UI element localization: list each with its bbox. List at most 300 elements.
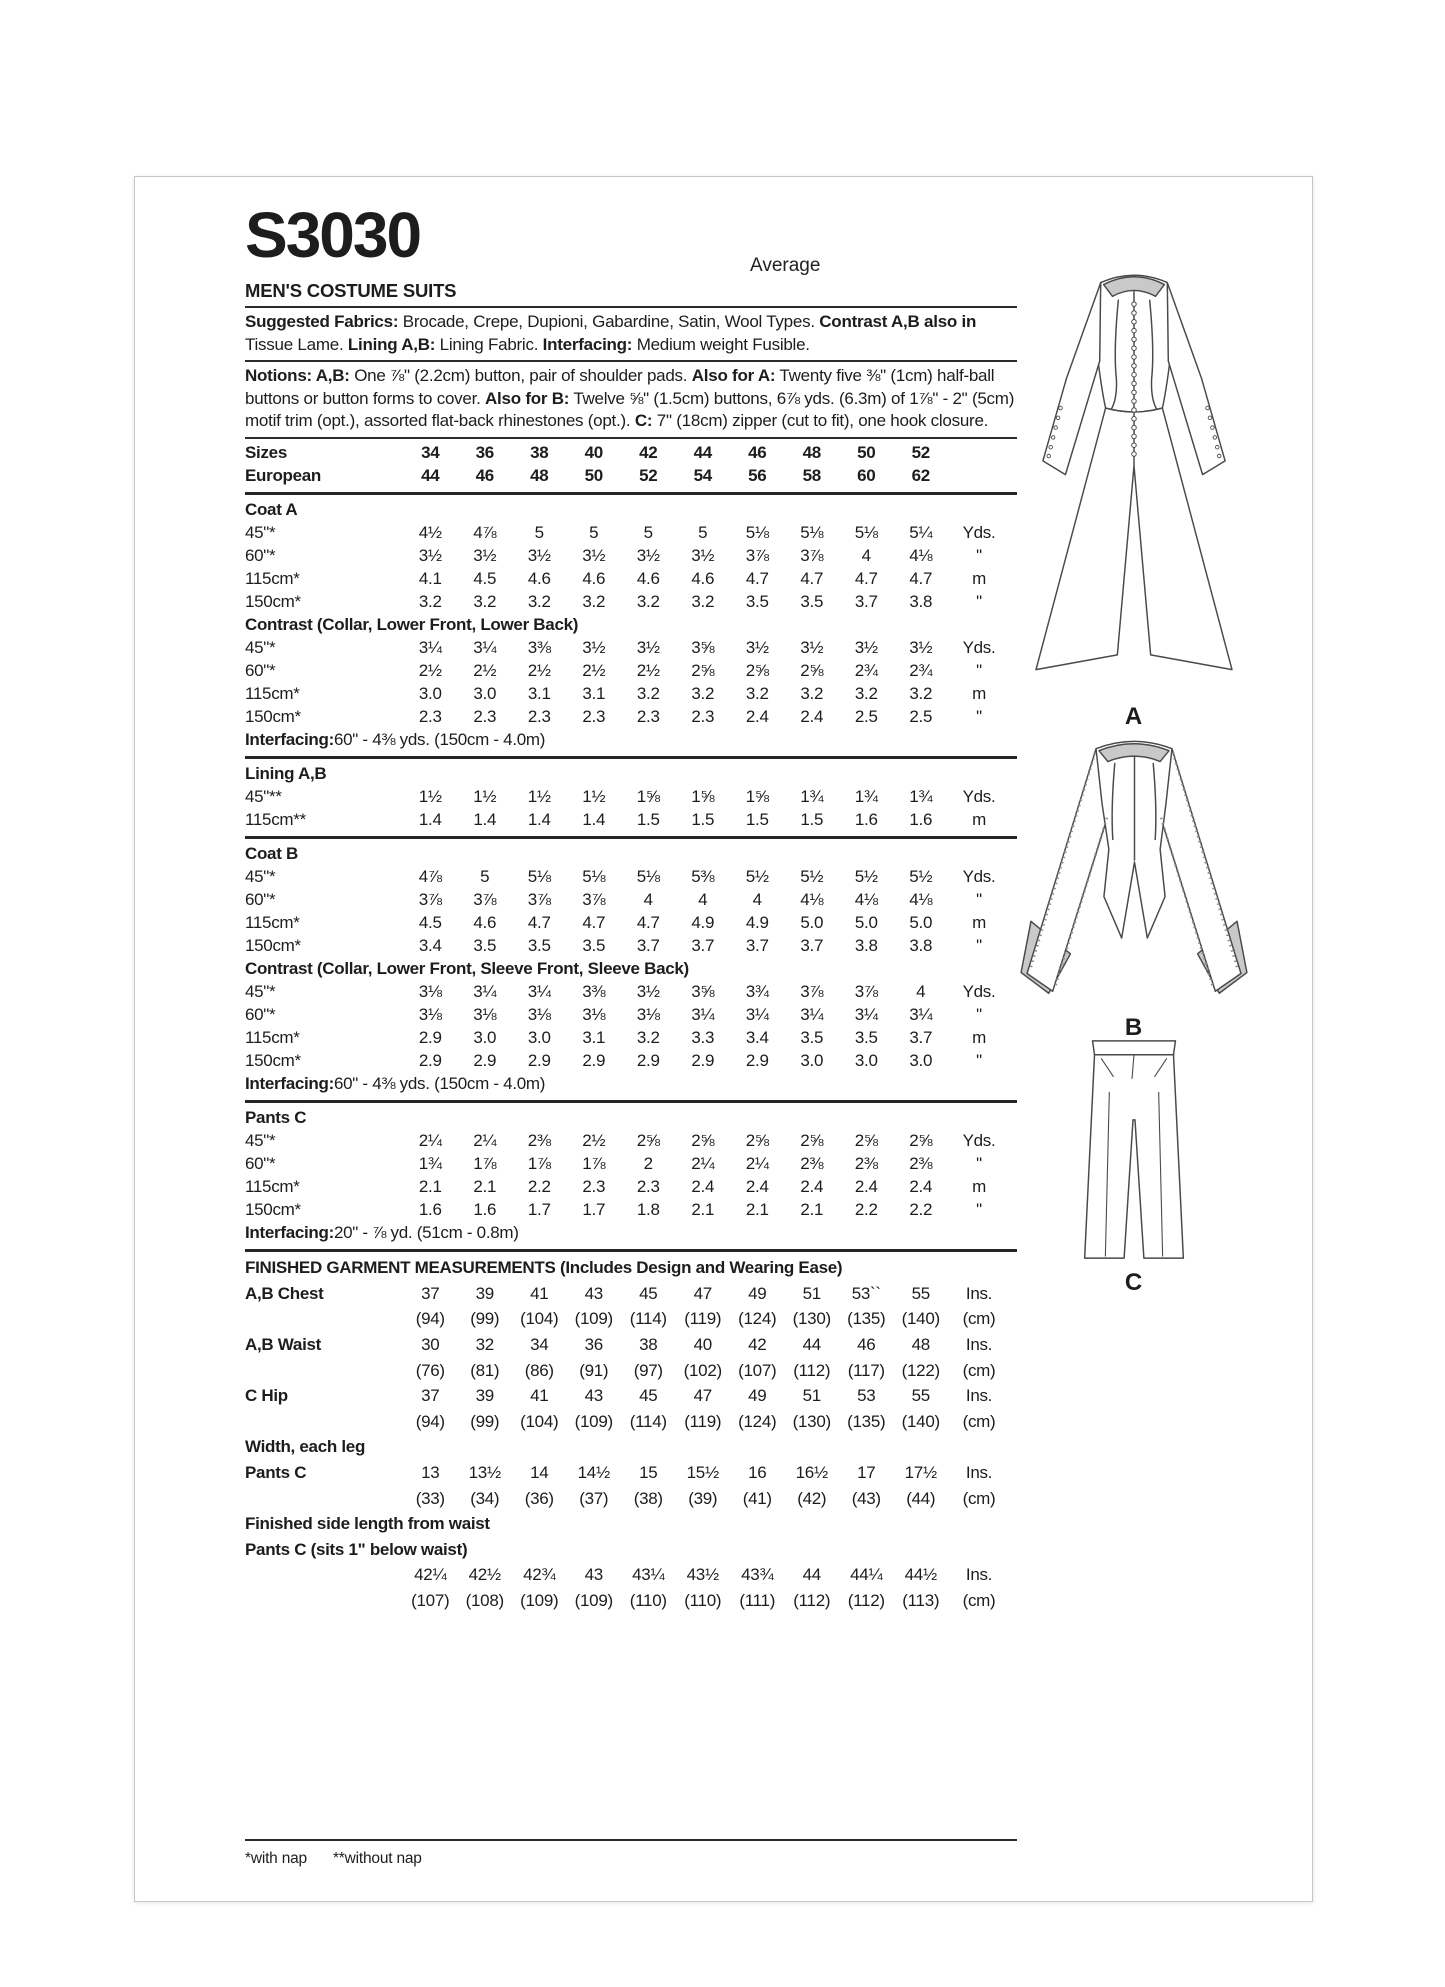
- unit-label: (cm): [962, 1411, 996, 1431]
- cell-value: 4⅞: [473, 523, 497, 542]
- cell-value: (99): [470, 1309, 500, 1329]
- cell-value: 51: [802, 1386, 821, 1406]
- cell-value: 3⅝: [691, 638, 715, 657]
- cell-value: 36: [584, 1335, 603, 1355]
- table-row: [245, 1281, 1017, 1307]
- cell-value: (33): [415, 1488, 445, 1508]
- divider-under-fabrics: [245, 360, 1017, 362]
- cell-value: 3⅞: [854, 982, 878, 1001]
- text-run: Suggested Fabrics:: [245, 312, 399, 331]
- cell-value: 43: [584, 1565, 603, 1585]
- cell-value: 14½: [577, 1463, 610, 1483]
- table-note-label: Interfacing:: [245, 730, 334, 749]
- unit-label: Yds.: [962, 867, 996, 886]
- cell-value: (117): [847, 1360, 885, 1380]
- cell-value: (113): [902, 1591, 940, 1611]
- table-row: [245, 786, 1017, 809]
- table-subheading: Finished side length from waist: [245, 1514, 490, 1534]
- cell-value: 2.9: [691, 1051, 715, 1070]
- cell-value: 3½: [636, 546, 660, 565]
- cell-value: 3.8: [909, 592, 933, 611]
- cell-value: 42½: [468, 1565, 501, 1585]
- cell-value: 3⅞: [582, 890, 606, 909]
- text-run: Also for A:: [691, 366, 776, 385]
- cell-value: (44): [906, 1488, 936, 1508]
- cell-value: (119): [684, 1411, 722, 1431]
- cell-value: 60: [857, 466, 876, 485]
- table-subheading: Pants C (sits 1" below waist): [245, 1539, 468, 1559]
- cell-value: 1¾: [800, 787, 824, 806]
- cell-value: 3⅛: [636, 1005, 660, 1024]
- table-row: [245, 1563, 1017, 1589]
- unit-label: ": [976, 1005, 982, 1024]
- table-note-label: Interfacing:: [245, 1223, 334, 1242]
- cell-value: 49: [748, 1386, 767, 1406]
- cell-value: (119): [684, 1309, 722, 1329]
- unit-label: ": [976, 1154, 982, 1173]
- cell-value: 55: [911, 1283, 930, 1303]
- cell-value: 1⅞: [527, 1154, 551, 1173]
- row-label: 150cm*: [245, 707, 301, 726]
- cell-value: 5½: [909, 867, 933, 886]
- cell-value: 3⅞: [473, 890, 497, 909]
- cell-value: 1⅝: [745, 787, 769, 806]
- cell-value: 3⅞: [527, 890, 551, 909]
- table-row: [245, 809, 1017, 832]
- cell-value: 53: [857, 1386, 876, 1406]
- cell-value: 45: [639, 1386, 658, 1406]
- cell-value: 4.9: [691, 913, 715, 932]
- unit-label: m: [972, 1028, 986, 1047]
- cell-value: 3.0: [909, 1051, 933, 1070]
- cell-value: 41: [530, 1386, 549, 1406]
- cell-value: 3.7: [800, 936, 824, 955]
- cell-value: 14: [530, 1463, 549, 1483]
- cell-value: 32: [475, 1335, 494, 1355]
- cell-value: 3.0: [473, 1028, 497, 1047]
- cell-value: 3.1: [582, 684, 606, 703]
- row-label: 45"*: [245, 867, 276, 886]
- cell-value: 5¼: [909, 523, 933, 542]
- table-row: [245, 935, 1017, 958]
- table-row: [245, 545, 1017, 568]
- cell-value: 54: [693, 466, 712, 485]
- cell-value: 3.5: [473, 936, 497, 955]
- row-label: 150cm*: [245, 1200, 301, 1219]
- cell-value: 52: [639, 466, 658, 485]
- table-row: [245, 981, 1017, 1004]
- cell-value: 47: [693, 1283, 712, 1303]
- view-b-figure: [1013, 729, 1255, 1042]
- cell-value: 4½: [418, 523, 442, 542]
- cell-value: 4⅞: [418, 867, 442, 886]
- cell-value: 5½: [854, 867, 878, 886]
- cell-value: 3.7: [745, 936, 769, 955]
- unit-label: ": [976, 936, 982, 955]
- table-note: [245, 729, 1017, 752]
- cell-value: 3¼: [527, 982, 551, 1001]
- cell-value: (111): [739, 1591, 776, 1611]
- cell-value: 13: [421, 1463, 440, 1483]
- coat-a-illustration: [1019, 263, 1249, 699]
- cell-value: 48: [530, 466, 549, 485]
- table-row: [245, 1358, 1017, 1384]
- cell-value: (34): [470, 1488, 500, 1508]
- cell-value: 43: [584, 1283, 603, 1303]
- coat-b-illustration: [1013, 729, 1255, 1010]
- cell-value: 3⅛: [418, 982, 442, 1001]
- cell-value: 4.7: [636, 913, 660, 932]
- text-run: Tissue Lame.: [245, 334, 348, 354]
- cell-value: 1.6: [909, 810, 933, 829]
- cell-value: 3.5: [854, 1028, 878, 1047]
- cell-value: 1.5: [800, 810, 824, 829]
- cell-value: 3.5: [800, 592, 824, 611]
- cell-value: 3.2: [691, 592, 715, 611]
- cell-value: 3.2: [527, 592, 551, 611]
- cell-value: 2⅜: [800, 1154, 824, 1173]
- cell-value: 2.2: [854, 1200, 878, 1219]
- cell-value: 3.1: [582, 1028, 606, 1047]
- view-c-figure: [1025, 1033, 1243, 1297]
- cell-value: 1½: [418, 787, 442, 806]
- table-note-text: 60" - 4⅜ yds. (150cm - 4.0m): [333, 730, 546, 749]
- cell-value: 1.6: [418, 1200, 442, 1219]
- cell-value: 2¾: [909, 661, 933, 680]
- cell-value: 3½: [909, 638, 933, 657]
- cell-value: 4⅛: [909, 546, 933, 565]
- cell-value: 3.3: [691, 1028, 715, 1047]
- table-row: [245, 889, 1017, 912]
- cell-value: 42: [748, 1335, 767, 1355]
- unit-label: Ins.: [965, 1463, 993, 1483]
- cell-value: 2¼: [745, 1154, 769, 1173]
- cell-value: (107): [738, 1360, 777, 1380]
- cell-value: 34: [421, 443, 440, 462]
- cell-value: 40: [693, 1335, 712, 1355]
- cell-value: (109): [574, 1309, 613, 1329]
- view-a-figure: [1013, 263, 1255, 731]
- cell-value: 51: [802, 1283, 821, 1303]
- cell-value: 3.2: [636, 592, 660, 611]
- cell-value: 5: [534, 523, 544, 542]
- cell-value: 43¼: [632, 1565, 665, 1585]
- table-row: [245, 637, 1017, 660]
- cell-value: 2½: [418, 661, 442, 680]
- cell-value: 3½: [582, 638, 606, 657]
- cell-value: 1½: [582, 787, 606, 806]
- cell-value: 3¼: [418, 638, 442, 657]
- row-label: 150cm*: [245, 1051, 301, 1070]
- unit-label: m: [972, 684, 986, 703]
- cell-value: 3.2: [582, 592, 606, 611]
- cell-value: 52: [911, 443, 930, 462]
- cell-value: 3⅞: [800, 546, 824, 565]
- cell-value: 5⅛: [527, 867, 551, 886]
- cell-value: (99): [470, 1411, 500, 1431]
- cell-value: 3⅜: [582, 982, 606, 1001]
- table-note-text: 20" - ⅞ yd. (51cm - 0.8m): [333, 1223, 519, 1242]
- cell-value: 3.5: [800, 1028, 824, 1047]
- row-label: 45"*: [245, 982, 276, 1001]
- text-run: Twelve ⅝" (1.5cm) buttons, 6⅞ yds. (6.3m) of 1⅞" - 2" (5cm) motif trim (opt.), assorted flat-back rhinestones (opt.).: [245, 388, 1015, 430]
- cell-value: 13½: [468, 1463, 501, 1483]
- cell-value: 3.8: [909, 936, 933, 955]
- unit-label: (cm): [962, 1309, 996, 1329]
- cell-value: 4: [698, 890, 708, 909]
- unit-label: m: [972, 810, 986, 829]
- cell-value: (94): [415, 1411, 445, 1431]
- unit-label: ": [976, 592, 982, 611]
- text-run: Also for B:: [485, 388, 570, 408]
- cell-value: 4.7: [582, 913, 606, 932]
- unit-label: ": [976, 1200, 982, 1219]
- view-b-label: B: [1124, 1014, 1144, 1041]
- table-section-heading: Coat A: [245, 500, 298, 519]
- cell-value: 44½: [904, 1565, 937, 1585]
- cell-value: 42: [639, 443, 658, 462]
- cell-value: 4.7: [854, 569, 878, 588]
- view-a-label: A: [1124, 703, 1144, 730]
- cell-value: (122): [901, 1360, 940, 1380]
- divider-under-title: [245, 306, 1017, 308]
- row-label: 60"*: [245, 890, 276, 909]
- cell-value: (81): [470, 1360, 500, 1380]
- cell-value: (104): [520, 1309, 559, 1329]
- cell-value: 5⅛: [854, 523, 878, 542]
- cell-value: 1⅞: [582, 1154, 606, 1173]
- cell-value: 3.2: [636, 1028, 660, 1047]
- cell-value: 5.0: [800, 913, 824, 932]
- table-section-heading: Contrast (Collar, Lower Front, Sleeve Front, Sleeve Back): [245, 959, 689, 978]
- cell-value: 2½: [582, 1131, 606, 1150]
- cell-value: 2⅝: [800, 1131, 824, 1150]
- cell-value: 3.0: [473, 684, 497, 703]
- cell-value: (109): [520, 1591, 559, 1611]
- cell-value: 1¾: [909, 787, 933, 806]
- table-row: [245, 1199, 1017, 1222]
- cell-value: 2⅜: [854, 1154, 878, 1173]
- cell-value: 17: [857, 1463, 876, 1483]
- cell-value: 2: [643, 1154, 653, 1173]
- cell-value: 2.4: [800, 707, 824, 726]
- cell-value: 4: [643, 890, 653, 909]
- cell-value: 3¼: [800, 1005, 824, 1024]
- cell-value: (39): [688, 1488, 718, 1508]
- cell-value: (112): [793, 1591, 831, 1611]
- text-run: 7" (18cm) zipper (cut to fit), one hook closure.: [652, 411, 989, 430]
- table-section-heading: FINISHED GARMENT MEASUREMENTS (Includes Design and Wearing Ease): [245, 1258, 843, 1278]
- unit-label: m: [972, 569, 986, 588]
- unit-label: Yds.: [962, 523, 996, 542]
- cell-value: (36): [524, 1488, 554, 1508]
- page-title: MEN'S COSTUME SUITS: [245, 280, 457, 301]
- section-divider: [245, 492, 1017, 495]
- table-section-heading: Lining A,B: [245, 764, 327, 783]
- cell-value: 2.4: [745, 1177, 769, 1196]
- text-run: Lining A,B:: [347, 334, 436, 354]
- cell-value: 17½: [904, 1463, 937, 1483]
- unit-label: (cm): [962, 1591, 996, 1611]
- cell-value: 44: [802, 1565, 821, 1585]
- table-note-text: 60" - 4⅜ yds. (150cm - 4.0m): [333, 1074, 546, 1093]
- cell-value: 15½: [686, 1463, 719, 1483]
- cell-value: 3.2: [473, 592, 497, 611]
- cell-value: (37): [579, 1488, 609, 1508]
- cell-value: 2.4: [745, 707, 769, 726]
- unit-label: ": [976, 707, 982, 726]
- cell-value: 2.3: [527, 707, 551, 726]
- cell-value: 3.1: [527, 684, 551, 703]
- cell-value: 3.2: [909, 684, 933, 703]
- row-label: 45"*: [245, 638, 276, 657]
- unit-label: (cm): [962, 1360, 996, 1380]
- cell-value: 37: [421, 1386, 440, 1406]
- cell-value: 41: [530, 1283, 549, 1303]
- cell-value: 3.8: [854, 936, 878, 955]
- difficulty-rating: Average: [750, 255, 821, 276]
- cell-value: 3.2: [800, 684, 824, 703]
- notions-text: [245, 365, 1025, 433]
- text-run: Lining Fabric.: [435, 334, 543, 354]
- cell-value: 2⅝: [854, 1131, 878, 1150]
- cell-value: 38: [530, 443, 549, 462]
- cell-value: 1.4: [527, 810, 551, 829]
- footnote-without-nap: **without nap: [332, 1850, 422, 1867]
- table-row: [245, 706, 1017, 729]
- cell-value: 1⅝: [691, 787, 715, 806]
- table-row: [245, 660, 1017, 683]
- cell-value: 15: [639, 1463, 658, 1483]
- cell-value: 5: [589, 523, 599, 542]
- cell-value: 3¼: [854, 1005, 878, 1024]
- cell-value: 38: [639, 1335, 658, 1355]
- cell-value: 56: [748, 466, 767, 485]
- table-note: [245, 1073, 1017, 1096]
- cell-value: 5⅛: [745, 523, 769, 542]
- cell-value: (107): [411, 1591, 450, 1611]
- cell-value: (124): [738, 1309, 777, 1329]
- unit-label: m: [972, 913, 986, 932]
- cell-value: 2.1: [418, 1177, 442, 1196]
- cell-value: 2¾: [854, 661, 878, 680]
- cell-value: 50: [584, 466, 603, 485]
- cell-value: 2.3: [582, 1177, 606, 1196]
- row-label: 45"**: [245, 787, 282, 806]
- table-row: [245, 912, 1017, 935]
- row-label: A,B Chest: [245, 1283, 324, 1303]
- cell-value: 39: [475, 1386, 494, 1406]
- cell-value: 50: [857, 443, 876, 462]
- cell-value: 3.7: [854, 592, 878, 611]
- cell-value: 40: [584, 443, 603, 462]
- table-row: [245, 465, 1017, 488]
- cell-value: 3½: [527, 546, 551, 565]
- cell-value: (110): [684, 1591, 722, 1611]
- cell-value: 3.0: [854, 1051, 878, 1070]
- cell-value: 4.1: [418, 569, 442, 588]
- cell-value: 2⅝: [691, 661, 715, 680]
- text-run: Contrast A,B also in: [819, 312, 977, 331]
- table-row: [245, 1176, 1017, 1199]
- cell-value: (135): [847, 1309, 886, 1329]
- unit-label: Ins.: [965, 1386, 993, 1406]
- cell-value: 3⅛: [418, 1005, 442, 1024]
- table-row: [245, 1050, 1017, 1073]
- cell-value: 3.5: [527, 936, 551, 955]
- cell-value: 1½: [527, 787, 551, 806]
- cell-value: (41): [742, 1488, 772, 1508]
- unit-label: ": [976, 1051, 982, 1070]
- table-row: [245, 1332, 1017, 1358]
- cell-value: 2.5: [854, 707, 878, 726]
- cell-value: 5⅛: [582, 867, 606, 886]
- cell-value: 3⅜: [527, 638, 551, 657]
- table-row: [245, 1004, 1017, 1027]
- suggested-fabrics-text: [245, 311, 1025, 356]
- text-run: Notions: A,B:: [245, 366, 350, 385]
- cell-value: 3.2: [636, 684, 660, 703]
- cell-value: 1⅞: [473, 1154, 497, 1173]
- cell-value: 3.2: [854, 684, 878, 703]
- unit-label: Yds.: [962, 787, 996, 806]
- unit-label: ": [976, 890, 982, 909]
- divider-under-notions: [245, 437, 1017, 439]
- cell-value: 4⅛: [909, 890, 933, 909]
- cell-value: (108): [465, 1591, 504, 1611]
- cell-value: 1.5: [636, 810, 660, 829]
- unit-label: Yds.: [962, 638, 996, 657]
- cell-value: 4.7: [745, 569, 769, 588]
- cell-value: 4.6: [691, 569, 715, 588]
- cell-value: 5½: [800, 867, 824, 886]
- cell-value: 5: [480, 867, 490, 886]
- cell-value: 44: [421, 466, 440, 485]
- cell-value: 4.6: [582, 569, 606, 588]
- cell-value: (42): [797, 1488, 827, 1508]
- cell-value: 2.9: [745, 1051, 769, 1070]
- text-run: Medium weight Fusible.: [632, 334, 810, 354]
- cell-value: 42¼: [414, 1565, 447, 1585]
- cell-value: 2.3: [691, 707, 715, 726]
- cell-value: 4.7: [909, 569, 933, 588]
- unit-label: ": [976, 661, 982, 680]
- cell-value: 3¼: [691, 1005, 715, 1024]
- text-run: C:: [634, 411, 653, 430]
- cell-value: (91): [579, 1360, 609, 1380]
- cell-value: 5.0: [909, 913, 933, 932]
- table-row: [245, 1486, 1017, 1512]
- cell-value: (102): [683, 1360, 722, 1380]
- cell-value: 2½: [636, 661, 660, 680]
- cell-value: 2.4: [800, 1177, 824, 1196]
- cell-value: 1.7: [527, 1200, 551, 1219]
- cell-value: 5½: [745, 867, 769, 886]
- table-row: [245, 1307, 1017, 1333]
- footnote-block: [245, 1835, 1017, 1868]
- cell-value: 3⅞: [745, 546, 769, 565]
- cell-value: (124): [738, 1411, 777, 1431]
- cell-value: 2.3: [636, 707, 660, 726]
- cell-value: 3.7: [691, 936, 715, 955]
- cell-value: 2.4: [909, 1177, 933, 1196]
- cell-value: 2.9: [418, 1028, 442, 1047]
- row-label: 115cm*: [245, 569, 300, 588]
- table-row: [245, 1409, 1017, 1435]
- cell-value: 3.7: [636, 936, 660, 955]
- cell-value: 3.0: [418, 684, 442, 703]
- cell-value: 5⅛: [636, 867, 660, 886]
